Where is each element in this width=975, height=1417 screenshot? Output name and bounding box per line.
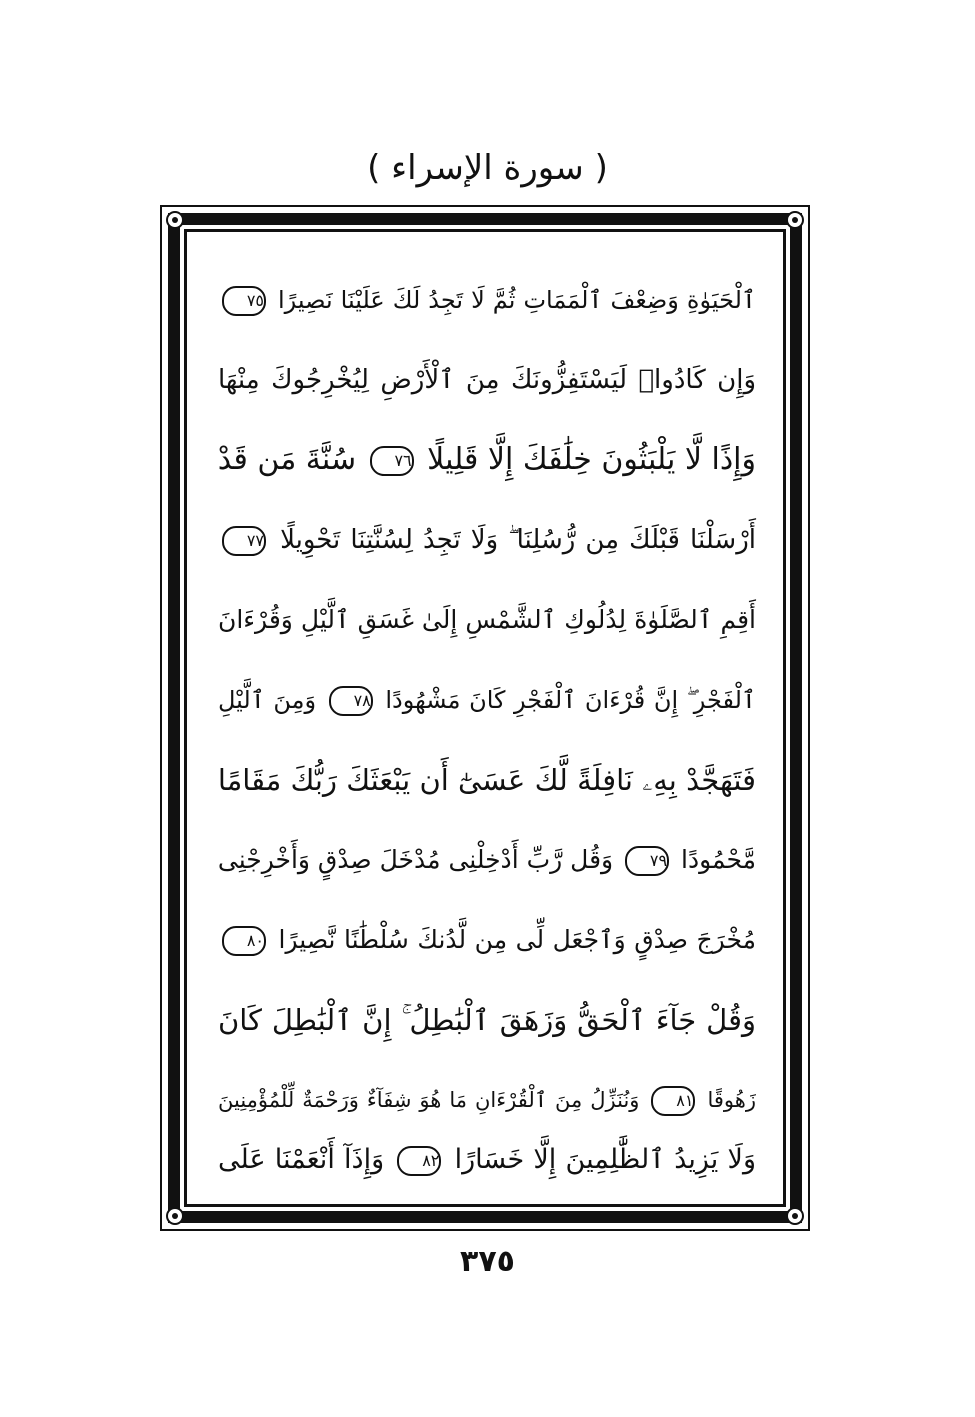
verse-line — [218, 592, 756, 648]
corner-ornament-icon — [786, 1207, 804, 1225]
verse-text: ٱلْفَجْرِ ۖ إِنَّ قُرْءَانَ ٱلْفَجْرِ كَانَ مَشْهُودًا — [385, 686, 756, 714]
ayah-number-marker: ٨٠ — [222, 926, 266, 956]
quran-text-block — [218, 262, 756, 1182]
verse-text: مُخْرَجَ صِدْقٍ وَٱجْعَل لِّى مِن لَّدُنكَ سُلْطَٰنًا نَّصِيرًا — [278, 925, 756, 954]
verse-text: وَإِذَآ أَنْعَمْنَا عَلَى — [218, 1144, 385, 1175]
verse-text: وَلَا يَزِيدُ ٱلظَّٰلِمِينَ إِلَّا خَسَارًا — [454, 1144, 756, 1175]
verse-text: وَإِن كَادُوا۟ لَيَسْتَفِزُّونَكَ مِنَ ٱلْأَرْضِ لِيُخْرِجُوكَ مِنْهَا — [218, 365, 756, 395]
corner-ornament-icon — [166, 211, 184, 229]
verse-line — [218, 1132, 756, 1188]
verse-text: فَتَهَجَّدْ بِهِۦ نَافِلَةً لَّكَ عَسَىٰٓ أَن يَبْعَثَكَ رَبُّكَ مَقَامًا — [217, 763, 756, 797]
verse-line — [218, 1072, 756, 1128]
verse-line — [218, 672, 756, 728]
verse-text: أَقِمِ ٱلصَّلَوٰةَ لِدُلُوكِ ٱلشَّمْسِ إِلَىٰ غَسَقِ ٱلَّيْلِ وَقُرْءَانَ — [218, 605, 756, 634]
ayah-number-marker: ٧٩ — [625, 846, 669, 876]
verse-line — [218, 752, 756, 808]
ayah-number-marker: ٨٢ — [397, 1146, 441, 1176]
verse-text: وَقُلْ جَآءَ ٱلْحَقُّ وَزَهَقَ ٱلْبَٰطِلُ ۚ إِنَّ ٱلْبَٰطِلَ كَانَ — [218, 1003, 756, 1037]
verse-line — [218, 512, 756, 568]
verse-text: وَمِنَ ٱلَّيْلِ — [218, 686, 317, 714]
ayah-number-marker: ٧٥ — [222, 286, 266, 316]
verse-text: وَقُل رَّبِّ أَدْخِلْنِى مُدْخَلَ صِدْقٍ وَأَخْرِجْنِى — [217, 845, 614, 874]
corner-ornament-icon — [166, 1207, 184, 1225]
ayah-number-marker: ٧٦ — [370, 446, 414, 476]
surah-title: ( سورة الإسراء ) — [367, 148, 608, 188]
verse-line — [218, 832, 756, 888]
verse-text: زَهُوقًا — [707, 1088, 756, 1112]
verse-text: وَنُنَزِّلُ مِنَ ٱلْقُرْءَانِ مَا هُوَ شِفَآءٌ وَرَحْمَةٌ لِّلْمُؤْمِنِينَ — [218, 1088, 640, 1112]
verse-text: أَرْسَلْنَا قَبْلَكَ مِن رُّسُلِنَا ۖ وَلَا تَجِدُ لِسُنَّتِنَا تَحْوِيلًا — [280, 525, 756, 555]
ayah-number-marker: ٧٧ — [222, 526, 266, 556]
verse-text: ٱلْحَيَوٰةِ وَضِعْفَ ٱلْمَمَاتِ ثُمَّ لَا تَجِدُ لَكَ عَلَيْنَا نَصِيرًا — [278, 286, 756, 314]
corner-ornament-icon — [786, 211, 804, 229]
page-number: ٣٧٥ — [460, 1244, 515, 1279]
verse-line — [218, 352, 756, 408]
verse-line — [218, 432, 756, 488]
verse-text: وَإِذًا لَّا يَلْبَثُونَ خِلَٰفَكَ إِلَّا قَلِيلًا — [427, 442, 756, 477]
ayah-number-marker: ٧٨ — [329, 686, 373, 716]
verse-line — [218, 912, 756, 968]
ayah-number-marker: ٨١ — [651, 1086, 695, 1116]
verse-text: مَّحْمُودًا — [681, 845, 756, 874]
verse-line — [218, 272, 756, 328]
verse-line — [218, 992, 756, 1048]
verse-text: سُنَّةَ مَن قَدْ — [217, 442, 357, 477]
